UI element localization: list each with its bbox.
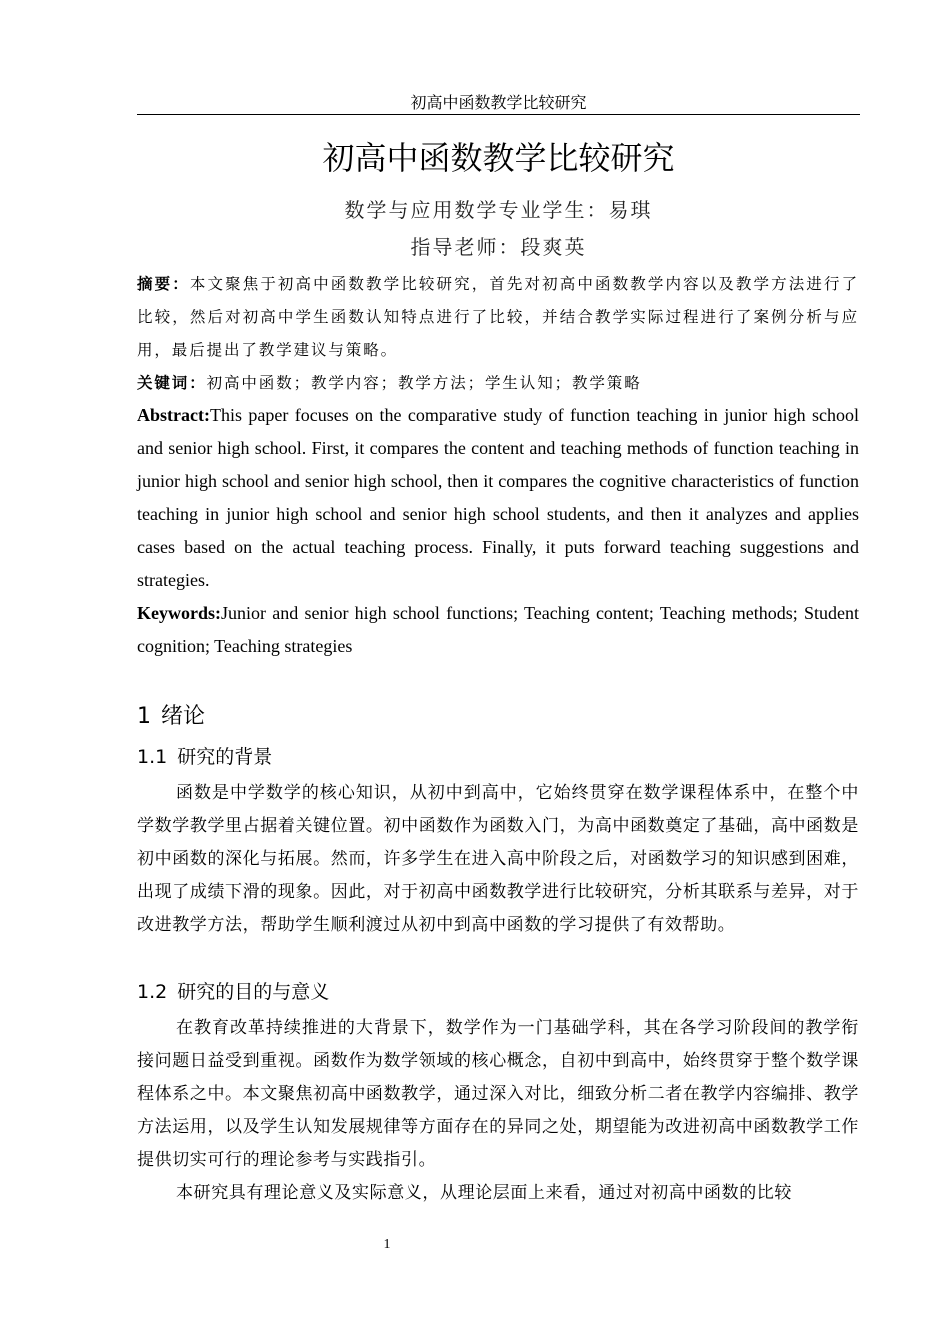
keywords-en-label: Keywords: bbox=[137, 603, 221, 623]
abstract-cn-text: 本文聚焦于初高中函数教学比较研究，首先对初高中函数教学内容以及教学方法进行了比较，然后对初高中学生函数认知特点进行了比较，并结合教学实际过程进行了案例分析与应用，最后提出了教学建议与策略。 bbox=[137, 275, 860, 359]
section-1-1-title: 研究的背景 bbox=[177, 746, 273, 768]
significance-paragraph: 本研究具有理论意义及实际意义，从理论层面上来看，通过对初高中函数的比较 bbox=[176, 1183, 792, 1203]
page-number: 1 bbox=[383, 1237, 391, 1252]
section-1-2-number: 1.2 bbox=[137, 981, 168, 1003]
keywords-cn-label: 关键词： bbox=[137, 374, 207, 392]
abstract-en bbox=[137, 399, 859, 597]
keywords-cn-text: 初高中函数；教学内容；教学方法；学生认知；教学策略 bbox=[206, 374, 642, 392]
section-1-1-number: 1.1 bbox=[137, 746, 168, 768]
section-1-2-title: 研究的目的与意义 bbox=[177, 981, 330, 1003]
section-1-number: 1 bbox=[137, 704, 151, 729]
document-title: 初高中函数教学比较研究 bbox=[322, 139, 675, 177]
keywords-en bbox=[137, 597, 859, 663]
header-rule bbox=[137, 114, 860, 115]
section-1-title: 绪论 bbox=[161, 704, 206, 729]
section-1-heading bbox=[137, 701, 205, 733]
section-1-2-heading bbox=[137, 978, 329, 1006]
abstract-en-text: This paper focuses on the comparative study of function teaching in junior high school and senior high school. First, it compares the content and teaching methods of function teaching in junior high school and senior high school, then it compares the cognitive characteristics of function teaching in junior high school and senior high school students, and then it analyzes and applies cases based on the actual teaching process. Finally, it puts forward teaching suggestions and strategies. bbox=[137, 405, 859, 590]
running-header: 初高中函数教学比较研究 bbox=[410, 93, 587, 112]
section-1-1-heading bbox=[137, 743, 272, 771]
advisor-line: 指导老师：段爽英 bbox=[410, 235, 587, 259]
keywords-cn bbox=[137, 367, 859, 400]
student-author-line: 数学与应用数学专业学生：易琪 bbox=[344, 198, 653, 222]
keywords-en-text: Junior and senior high school functions; Teaching content; Teaching methods; Student cognition; Teaching strategies bbox=[137, 603, 859, 656]
abstract-cn bbox=[137, 268, 859, 367]
abstract-cn-label: 摘要： bbox=[137, 275, 190, 293]
background-paragraph: 函数是中学数学的核心知识，从初中到高中，它始终贯穿在数学课程体系中，在整个中学数学教学里占据着关键位置。初中函数作为函数入门，为高中函数奠定了基础，高中函数是初中函数的深化与拓展。然而，许多学生在进入高中阶段之后，对函数学习的知识感到困难，出现了成绩下滑的现象。因此，对于初高中函数教学进行比较研究，分析其联系与差异，对于改进教学方法，帮助学生顺利渡过从初中到高中函数的学习提供了有效帮助。 bbox=[137, 783, 859, 935]
abstract-en-label: Abstract: bbox=[137, 405, 210, 425]
purpose-paragraph: 在教育改革持续推进的大背景下，数学作为一门基础学科，其在各学习阶段间的教学衔接问题日益受到重视。函数作为数学领域的核心概念，自初中到高中，始终贯穿于整个数学课程体系之中。本文聚焦初高中函数教学，通过深入对比，细致分析二者在教学内容编排、教学方法运用，以及学生认知发展规律等方面存在的异同之处，期望能为改进初高中函数教学工作提供切实可行的理论参考与实践指引。 bbox=[137, 1018, 859, 1170]
